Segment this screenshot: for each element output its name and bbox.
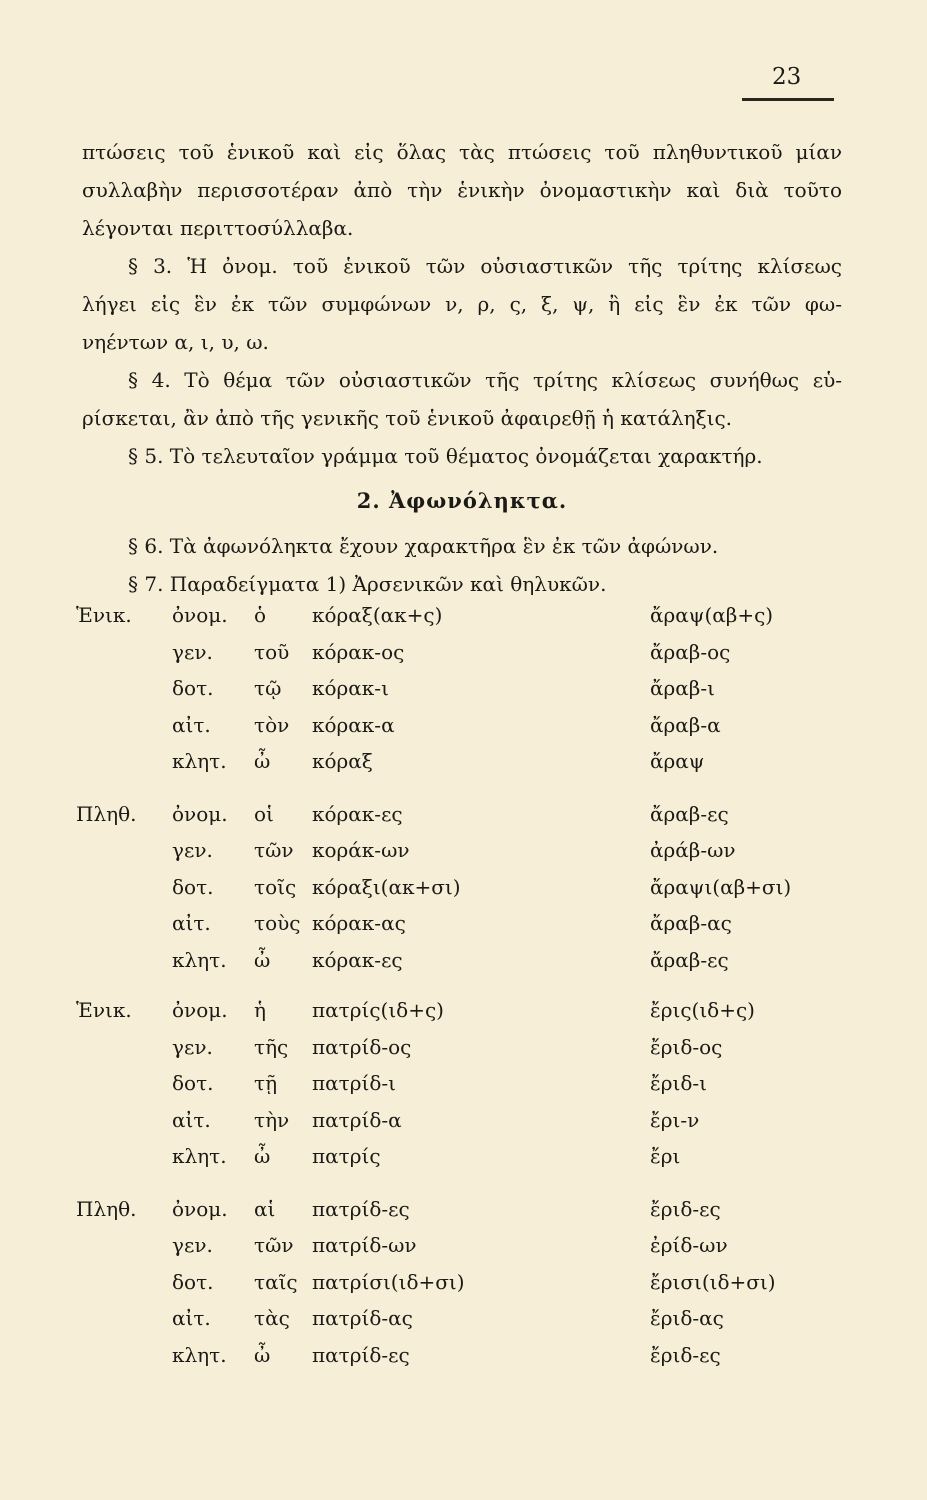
section-5: § 5. Τὸ τελευταῖον γράμμα τοῦ θέματος ὀνομάζεται χαρακτήρ. xyxy=(128,444,763,468)
paradigm-word-1: πατρίδ-ι xyxy=(312,1071,396,1095)
intro-line: πτώσεις τοῦ ἑνικοῦ καὶ εἰς ὅλας τὰς πτώσεις τοῦ πληθυντικοῦ μίαν xyxy=(82,140,842,164)
page-number: 23 xyxy=(772,64,802,90)
paradigm-row xyxy=(76,597,836,634)
article: τῇ xyxy=(254,1071,278,1095)
intro-line: λέγονται περιττοσύλλαβα. xyxy=(82,216,354,240)
case-label: δοτ. xyxy=(172,874,214,899)
article: τοῦ xyxy=(254,639,290,664)
paradigm-row xyxy=(76,832,836,869)
paradigm-word-1: κόρακ-ες xyxy=(312,947,403,972)
paradigm-word-1: πατρίσι(ιδ+σι) xyxy=(312,1269,465,1294)
article: τὰς xyxy=(254,1306,290,1330)
paradigm-word-2: ἔριδ-ες xyxy=(650,1342,721,1367)
paradigm-row xyxy=(76,670,836,707)
paradigm-row xyxy=(76,634,836,671)
paradigm-row xyxy=(76,796,836,833)
case-label: δοτ. xyxy=(172,1071,214,1095)
paradigm-word-2: ἄραβ-ι xyxy=(650,676,715,700)
paradigm-row xyxy=(76,1138,836,1175)
number-label: Ἑνικ. xyxy=(76,998,132,1022)
case-label: γεν. xyxy=(172,838,213,862)
paradigm-word-2: ἔριδ-ος xyxy=(650,1034,723,1059)
number-label: Πληθ. xyxy=(76,801,137,826)
paradigm-row xyxy=(76,992,836,1029)
case-label: αἰτ. xyxy=(172,712,211,737)
case-label: ὀνομ. xyxy=(172,801,228,826)
paradigm-word-2: ἔριδ-ας xyxy=(650,1306,724,1330)
paradigm-word-2: ἄραβ-ας xyxy=(650,911,732,935)
paradigm-word-1: κοράκ-ων xyxy=(312,838,410,862)
paradigm-word-1: κόρακ-α xyxy=(312,712,395,737)
section-4-line: ρίσκεται, ἂν ἀπὸ τῆς γενικῆς τοῦ ἑνικοῦ ἀφαιρεθῇ ἡ κατάληξις. xyxy=(82,406,733,430)
block-spacer xyxy=(76,1175,836,1191)
article: τοὺς xyxy=(254,911,301,935)
paradigm-word-2: ἄραψ(αβ+ς) xyxy=(650,603,774,627)
paradigm-table xyxy=(76,597,836,1373)
section-6: § 6. Τὰ ἀφωνόληκτα ἔχουν χαρακτῆρα ἓν ἐκ τῶν ἀφώνων. xyxy=(128,534,719,558)
article: τοῖς xyxy=(254,874,297,899)
number-label: Πληθ. xyxy=(76,1196,137,1221)
paradigm-row xyxy=(76,1337,836,1374)
article: τὸν xyxy=(254,712,290,737)
paradigm-row xyxy=(76,1029,836,1066)
case-label: δοτ. xyxy=(172,676,214,700)
number-label: Ἑνικ. xyxy=(76,603,132,627)
paradigm-word-2: ἔρισι(ιδ+σι) xyxy=(650,1269,776,1294)
paradigm-row xyxy=(76,707,836,744)
section-4-line: § 4. Τὸ θέμα τῶν οὐσιαστικῶν τῆς τρίτης κλίσεως συνήθως εὑ- xyxy=(128,368,842,392)
paradigm-word-1: κόρακ-ας xyxy=(312,911,406,935)
case-label: αἰτ. xyxy=(172,1107,211,1132)
case-label: γεν. xyxy=(172,639,213,664)
article: ὦ xyxy=(254,749,271,773)
case-label: γεν. xyxy=(172,1233,213,1257)
paradigm-word-1: πατρίδ-ων xyxy=(312,1233,417,1257)
paradigm-word-1: κόρακ-ος xyxy=(312,639,405,664)
block-spacer xyxy=(76,780,836,796)
paradigm-row xyxy=(76,869,836,906)
article: τῷ xyxy=(254,676,282,700)
paradigm-word-1: πατρίς xyxy=(312,1144,381,1168)
case-label: αἰτ. xyxy=(172,1306,211,1330)
section-3-line: § 3. Ἡ ὀνομ. τοῦ ἑνικοῦ τῶν οὐσιαστικῶν τῆς τρίτης κλίσεως xyxy=(128,254,842,278)
paradigm-word-2: ἔριδ-ι xyxy=(650,1071,707,1095)
paradigm-word-2: ἔρις(ιδ+ς) xyxy=(650,998,755,1022)
case-label: ὀνομ. xyxy=(172,1196,228,1221)
case-label: ὀνομ. xyxy=(172,603,228,627)
section-7: § 7. Παραδείγματα 1) Ἀρσενικῶν καὶ θηλυκῶν. xyxy=(128,572,607,596)
paradigm-word-2: ἔρι xyxy=(650,1144,681,1168)
paradigm-word-1: πατρίδ-ος xyxy=(312,1034,412,1059)
case-label: δοτ. xyxy=(172,1269,214,1294)
paradigm-row xyxy=(76,942,836,979)
paradigm-word-1: κόραξι(ακ+σι) xyxy=(312,874,461,899)
article: ὁ xyxy=(254,603,267,627)
paradigm-word-1: κόρακ-ες xyxy=(312,801,403,826)
paradigm-word-2: ἄραβ-α xyxy=(650,712,721,737)
case-label: κλητ. xyxy=(172,749,227,773)
paradigm-row xyxy=(76,1227,836,1264)
text-body xyxy=(82,133,842,603)
paradigm-word-2: ἄραβ-ες xyxy=(650,801,729,826)
paradigm-word-2: ἔρι-ν xyxy=(650,1107,700,1132)
section-heading: 2. Ἀφωνόληκτα. xyxy=(356,488,568,513)
case-label: κλητ. xyxy=(172,1144,227,1168)
article: ὦ xyxy=(254,1342,271,1367)
paradigm-word-2: ἄραβ-ες xyxy=(650,947,729,972)
paradigm-word-1: πατρίδ-ες xyxy=(312,1196,410,1221)
paradigm-row xyxy=(76,1300,836,1337)
case-label: ὀνομ. xyxy=(172,998,228,1022)
section-3-line: νηέντων α, ι, υ, ω. xyxy=(82,330,269,354)
paradigm-word-1: πατρίδ-ας xyxy=(312,1306,413,1330)
paradigm-word-1: πατρίδ-ες xyxy=(312,1342,410,1367)
article: τῶν xyxy=(254,838,294,862)
case-label: γεν. xyxy=(172,1034,213,1059)
case-label: κλητ. xyxy=(172,1342,227,1367)
paradigm-row xyxy=(76,1102,836,1139)
article: αἱ xyxy=(254,1196,276,1221)
paradigm-word-2: ἀράβ-ων xyxy=(650,838,736,862)
paradigm-row xyxy=(76,743,836,780)
paradigm-row xyxy=(76,1264,836,1301)
block-spacer xyxy=(76,978,836,992)
paradigm-row xyxy=(76,1065,836,1102)
intro-line: συλλαβὴν περισσοτέραν ἀπὸ τὴν ἑνικὴν ὀνομαστικὴν καὶ διὰ τοῦτο xyxy=(82,178,842,202)
paradigm-word-2: ἄραβ-ος xyxy=(650,639,731,664)
section-3-line: λήγει εἰς ἓν ἐκ τῶν συμφώνων ν, ρ, ς, ξ, ψ, ἢ εἰς ἓν ἐκ τῶν φω- xyxy=(82,292,842,316)
paradigm-row xyxy=(76,905,836,942)
case-label: αἰτ. xyxy=(172,911,211,935)
paradigm-word-2: ἄραψι(αβ+σι) xyxy=(650,874,792,899)
article: τὴν xyxy=(254,1107,290,1132)
article: τῶν xyxy=(254,1233,294,1257)
paradigm-word-1: κόραξ(ακ+ς) xyxy=(312,603,443,627)
article: ὦ xyxy=(254,947,271,972)
article: τῆς xyxy=(254,1034,289,1059)
paradigm-row xyxy=(76,1191,836,1228)
article: οἱ xyxy=(254,801,274,826)
paradigm-word-2: ἄραψ xyxy=(650,749,705,773)
paradigm-word-1: κόραξ xyxy=(312,749,373,773)
article: ταῖς xyxy=(254,1269,298,1294)
paradigm-word-2: ἔριδ-ες xyxy=(650,1196,721,1221)
paradigm-word-2: ἐρίδ-ων xyxy=(650,1233,728,1257)
header-rule xyxy=(742,98,834,101)
paradigm-word-1: πατρίδ-α xyxy=(312,1107,402,1132)
article: ἡ xyxy=(254,998,266,1022)
article: ὦ xyxy=(254,1144,271,1168)
case-label: κλητ. xyxy=(172,947,227,972)
paradigm-word-1: κόρακ-ι xyxy=(312,676,389,700)
paradigm-word-1: πατρίς(ιδ+ς) xyxy=(312,998,444,1022)
